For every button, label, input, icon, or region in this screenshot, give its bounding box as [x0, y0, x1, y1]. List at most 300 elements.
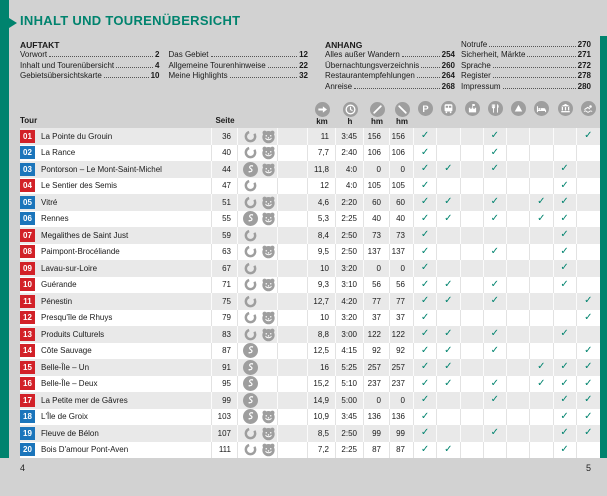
feature-column-header — [507, 101, 530, 126]
tour-number-cell — [20, 211, 36, 228]
teddy-bear-icon — [261, 310, 276, 325]
feature-check-cell: ✓ — [484, 211, 507, 228]
tour-number-cell — [20, 194, 36, 211]
right-edge-tab — [600, 36, 607, 458]
feature-check-cell — [530, 293, 553, 310]
tour-name: Belle-Île – Un — [36, 359, 212, 376]
feature-check-cell: ✓ — [530, 359, 553, 376]
toc-column — [461, 40, 591, 92]
km-value: 11 — [308, 128, 336, 145]
dotted-leader — [116, 67, 153, 68]
feature-check-cell — [507, 260, 530, 277]
feature-check-cell — [507, 244, 530, 261]
teddy-bear-icon — [261, 409, 276, 424]
seite-value: 99 — [212, 392, 238, 409]
ascent-value: 56 — [364, 277, 390, 294]
toc-entry-label: Das Gebiet — [168, 50, 209, 60]
toc-entry — [461, 40, 591, 50]
feature-check-cell: ✓ — [484, 376, 507, 393]
duration-value: 3:20 — [336, 260, 364, 277]
metric-column-header — [364, 102, 390, 126]
dotted-leader — [230, 77, 297, 78]
loop-route-icon — [243, 327, 258, 342]
table-row — [20, 178, 600, 195]
teddy-bear-icon — [261, 162, 276, 177]
ascent-value: 37 — [364, 310, 390, 327]
teddy-bear-icon — [261, 129, 276, 144]
km-value: 7,2 — [308, 442, 336, 459]
feature-check-cell — [437, 260, 460, 277]
feature-check-cell — [437, 425, 460, 442]
toc-entry-label: Impressum — [461, 81, 501, 91]
descent-value: 156 — [390, 128, 414, 145]
seite-value: 103 — [212, 409, 238, 426]
toc-entry-label: Anreise — [325, 81, 353, 91]
feature-check-cell: ✓ — [554, 227, 577, 244]
feature-check-cell — [577, 227, 600, 244]
spacer-cell — [278, 310, 308, 327]
km-value: 7,7 — [308, 145, 336, 162]
bus-icon — [441, 101, 456, 116]
ascent-value: 0 — [364, 260, 390, 277]
tour-name: Le Sentier des Semis — [36, 178, 212, 195]
tour-number-badge: 02 — [20, 146, 35, 159]
tour-number-cell — [20, 145, 36, 162]
tour-number-cell — [20, 260, 36, 277]
feature-check-cell — [530, 343, 553, 360]
feature-check-cell — [461, 376, 484, 393]
feature-check-cell — [577, 244, 600, 261]
feature-check-cell — [507, 376, 530, 393]
dotted-leader — [49, 56, 153, 57]
feature-check-cell: ✓ — [554, 376, 577, 393]
feature-check-cell: ✓ — [484, 293, 507, 310]
route-icons-cell — [238, 128, 278, 145]
feature-check-cell: ✓ — [554, 425, 577, 442]
feature-check-cell — [507, 409, 530, 426]
spacer-cell — [278, 260, 308, 277]
tour-number-cell — [20, 343, 36, 360]
descent-value: 0 — [390, 260, 414, 277]
feature-check-cell — [577, 211, 600, 228]
seite-value: 91 — [212, 359, 238, 376]
feature-check-cell — [530, 128, 553, 145]
feature-check-cell: ✓ — [437, 326, 460, 343]
feature-check-cell: ✓ — [437, 343, 460, 360]
spacer-cell — [278, 326, 308, 343]
tour-number-badge: 18 — [20, 410, 35, 423]
tour-number-cell — [20, 178, 36, 195]
feature-check-cell: ✓ — [414, 293, 437, 310]
tour-number-badge: 20 — [20, 443, 35, 456]
seite-value: 44 — [212, 161, 238, 178]
ascent-value: 99 — [364, 425, 390, 442]
toc-entry-page: 4 — [155, 60, 160, 70]
table-row — [20, 392, 600, 409]
table-row — [20, 227, 600, 244]
feature-check-cell — [461, 178, 484, 195]
seite-value: 63 — [212, 244, 238, 261]
route-icons-cell — [238, 359, 278, 376]
spacer-cell — [278, 161, 308, 178]
duration-value: 3:45 — [336, 128, 364, 145]
toc-entry-label: Meine Highlights — [168, 71, 228, 81]
spacer-cell — [278, 145, 308, 162]
teddy-bear-icon — [261, 277, 276, 292]
descent-value: 257 — [390, 359, 414, 376]
metric-column-header — [390, 102, 414, 126]
toc-column — [169, 50, 309, 81]
feature-check-cell — [530, 178, 553, 195]
route-icons-cell — [238, 178, 278, 195]
table-row — [20, 161, 600, 178]
feature-check-cell — [530, 277, 553, 294]
duration-value: 2:50 — [336, 227, 364, 244]
left-page-number: 4 — [20, 463, 26, 473]
linear-route-icon — [243, 360, 258, 375]
feature-check-cell — [530, 392, 553, 409]
duration-value: 4:0 — [336, 161, 364, 178]
duration-value: 3:45 — [336, 409, 364, 426]
feature-check-cell: ✓ — [584, 295, 593, 307]
route-icons-cell — [238, 392, 278, 409]
tour-number-badge: 06 — [20, 212, 35, 225]
feature-check-cell — [437, 128, 460, 145]
toc-entry — [325, 50, 455, 60]
descent-value: 56 — [390, 277, 414, 294]
feature-check-cell — [577, 326, 600, 343]
table-row — [20, 442, 600, 459]
tour-number-badge: 12 — [20, 311, 35, 324]
tour-name: Belle-Île – Deux — [36, 376, 212, 393]
feature-check-cell: ✓ — [484, 161, 507, 178]
feature-check-cell — [437, 145, 460, 162]
descent-value: 0 — [390, 161, 414, 178]
duration-value: 2:40 — [336, 145, 364, 162]
feature-check-cell — [484, 442, 507, 459]
table-row — [20, 277, 600, 294]
summit-icon — [511, 101, 526, 116]
table-row — [20, 211, 600, 228]
spacer-cell — [278, 277, 308, 294]
loop-route-icon — [243, 244, 258, 259]
tour-number-badge: 15 — [20, 361, 35, 374]
descent-value: 87 — [390, 442, 414, 459]
tour-number-cell — [20, 425, 36, 442]
duration-value: 2:50 — [336, 244, 364, 261]
seite-value: 51 — [212, 194, 238, 211]
loop-route-icon — [243, 129, 258, 144]
dotted-leader — [527, 56, 575, 57]
feature-check-cell — [437, 409, 460, 426]
ascent-value: 136 — [364, 409, 390, 426]
toc-entry-page: 254 — [441, 50, 455, 60]
toc-entry-page: 22 — [299, 60, 308, 70]
tour-number-cell — [20, 293, 36, 310]
spacer-cell — [278, 194, 308, 211]
km-value: 12,5 — [308, 343, 336, 360]
toc-entry-page: 271 — [577, 50, 591, 60]
feature-check-cell: ✓ — [584, 361, 593, 373]
feature-check-cell — [577, 442, 600, 459]
feature-check-cell — [461, 343, 484, 360]
duration-value: 4:0 — [336, 178, 364, 195]
clock-icon — [343, 102, 358, 117]
swimming-icon — [581, 101, 596, 116]
toc-entry — [169, 50, 309, 60]
tour-number-badge: 10 — [20, 278, 35, 291]
toc-entry-page: 278 — [577, 71, 591, 81]
svg-text:P: P — [422, 103, 429, 114]
feature-check-cell: ✓ — [584, 427, 593, 439]
dotted-leader — [211, 56, 298, 57]
descent-value: 60 — [390, 194, 414, 211]
duration-value: 5:00 — [336, 392, 364, 409]
toc-section-title: ANHANG — [325, 40, 363, 50]
toc-entry-label: Notrufe — [461, 40, 488, 49]
km-value: 15,2 — [308, 376, 336, 393]
toc-entry-label: Sicherheit, Märkte — [461, 50, 526, 60]
duration-value: 5:25 — [336, 359, 364, 376]
tour-number-badge: 19 — [20, 427, 35, 440]
descent-value: 73 — [390, 227, 414, 244]
tour-name: Lavau-sur-Loire — [36, 260, 212, 277]
feature-check-cell — [437, 310, 460, 327]
teddy-bear-icon — [261, 211, 276, 226]
tour-number-cell — [20, 409, 36, 426]
distance-arrow-icon — [315, 102, 330, 117]
toc-entry-page: 280 — [577, 81, 591, 91]
feature-check-cell: ✓ — [484, 326, 507, 343]
toc-entry-page: 272 — [577, 60, 591, 70]
feature-check-cell: ✓ — [414, 227, 437, 244]
ascent-value: 257 — [364, 359, 390, 376]
tour-number-cell — [20, 392, 36, 409]
loop-route-icon — [243, 195, 258, 210]
feature-check-cell — [484, 227, 507, 244]
linear-route-icon — [243, 409, 258, 424]
dotted-leader — [493, 67, 576, 68]
feature-check-cell: ✓ — [554, 277, 577, 294]
tour-name: Côte Sauvage — [36, 343, 212, 360]
tour-name: L'Île de Groix — [36, 409, 212, 426]
feature-check-cell — [461, 227, 484, 244]
ascent-value: 40 — [364, 211, 390, 228]
route-icons-cell — [238, 326, 278, 343]
tour-number-cell — [20, 442, 36, 459]
ascent-value: 73 — [364, 227, 390, 244]
feature-check-cell — [484, 310, 507, 327]
table-row — [20, 310, 600, 327]
loop-route-icon — [243, 145, 258, 160]
toc-entry-page: 10 — [150, 71, 160, 81]
museum-icon — [558, 101, 573, 116]
dotted-leader — [268, 67, 297, 68]
feature-check-cell: ✓ — [414, 442, 437, 459]
feature-check-cell — [530, 244, 553, 261]
ascent-value: 105 — [364, 178, 390, 195]
feature-check-cell — [577, 178, 600, 195]
km-value: 8,8 — [308, 326, 336, 343]
feature-column-header — [577, 101, 600, 126]
feature-check-cell: ✓ — [414, 260, 437, 277]
descent-value: 99 — [390, 425, 414, 442]
km-value: 14,9 — [308, 392, 336, 409]
spacer-cell — [278, 359, 308, 376]
toc-entry-page: 260 — [441, 60, 455, 70]
toc-section-auftakt — [20, 40, 308, 82]
km-value: 12,7 — [308, 293, 336, 310]
seite-value: 36 — [212, 128, 238, 145]
feature-check-cell — [530, 260, 553, 277]
tour-name: Produits Culturels — [36, 326, 212, 343]
feature-check-cell: ✓ — [414, 194, 437, 211]
feature-column-header — [554, 101, 577, 126]
tour-number-badge: 11 — [20, 295, 35, 308]
seite-value: 111 — [212, 442, 238, 459]
feature-check-cell — [461, 145, 484, 162]
feature-check-cell — [507, 161, 530, 178]
toc-entry — [461, 61, 591, 71]
feature-check-cell — [484, 178, 507, 195]
feature-check-cell: ✓ — [437, 194, 460, 211]
feature-check-cell — [461, 293, 484, 310]
toc-entry-page: 12 — [299, 50, 308, 60]
feature-check-cell — [577, 194, 600, 211]
feature-check-cell: ✓ — [414, 326, 437, 343]
feature-check-cell: ✓ — [584, 344, 593, 356]
descent-value: 92 — [390, 343, 414, 360]
toc-entry — [20, 71, 160, 81]
toc-entry — [325, 61, 455, 71]
feature-check-cell: ✓ — [554, 244, 577, 261]
km-value: 5,3 — [308, 211, 336, 228]
descent-value: 0 — [390, 392, 414, 409]
feature-check-cell: ✓ — [484, 194, 507, 211]
km-value: 10 — [308, 260, 336, 277]
dotted-leader — [489, 46, 575, 47]
tour-name: Pénestin — [36, 293, 212, 310]
feature-check-cell: ✓ — [554, 326, 577, 343]
feature-check-cell — [507, 442, 530, 459]
feature-check-cell — [484, 260, 507, 277]
duration-value: 5:10 — [336, 376, 364, 393]
feature-check-cell — [437, 392, 460, 409]
feature-column-header — [530, 101, 553, 126]
castle-icon — [465, 101, 480, 116]
seite-column-header: Seite — [215, 116, 235, 125]
feature-check-cell: ✓ — [554, 409, 577, 426]
feature-check-cell — [530, 409, 553, 426]
feature-check-cell — [554, 343, 577, 360]
km-value: 9,5 — [308, 244, 336, 261]
feature-check-cell — [461, 260, 484, 277]
feature-check-cell — [507, 359, 530, 376]
table-row — [20, 244, 600, 261]
toc-entry — [169, 61, 309, 71]
seite-value: 59 — [212, 227, 238, 244]
toc-entry-label: Inhalt und Tourenübersicht — [20, 60, 115, 70]
tour-name: La Pointe du Grouin — [36, 128, 212, 145]
tour-number-cell — [20, 376, 36, 393]
feature-check-cell — [530, 227, 553, 244]
tour-number-badge: 09 — [20, 262, 35, 275]
route-icons-cell — [238, 194, 278, 211]
table-row — [20, 376, 600, 393]
feature-column-header — [484, 101, 507, 126]
tour-name: Guérande — [36, 277, 212, 294]
toc-entry-label: Register — [461, 71, 491, 81]
feature-check-cell — [507, 178, 530, 195]
tour-number-badge: 16 — [20, 377, 35, 390]
teddy-bear-icon — [261, 426, 276, 441]
feature-check-cell: ✓ — [414, 244, 437, 261]
km-value: 8,5 — [308, 425, 336, 442]
toc-entry-page: 264 — [441, 71, 455, 81]
descent-value: 122 — [390, 326, 414, 343]
feature-check-cell: ✓ — [414, 425, 437, 442]
loop-route-icon — [243, 277, 258, 292]
loop-route-icon — [243, 261, 258, 276]
descent-value: 137 — [390, 244, 414, 261]
duration-value: 3:00 — [336, 326, 364, 343]
tour-number-cell — [20, 244, 36, 261]
feature-check-cell — [577, 145, 600, 162]
seite-value: 107 — [212, 425, 238, 442]
dotted-leader — [402, 56, 440, 57]
feature-check-cell: ✓ — [554, 211, 577, 228]
seite-value: 40 — [212, 145, 238, 162]
tour-number-cell — [20, 326, 36, 343]
feature-check-cell — [507, 145, 530, 162]
ascent-value: 60 — [364, 194, 390, 211]
linear-route-icon — [243, 211, 258, 226]
tour-number-badge: 17 — [20, 394, 35, 407]
linear-route-icon — [243, 162, 258, 177]
toc-entry — [461, 82, 591, 92]
teddy-bear-icon — [261, 327, 276, 342]
metric-column-header — [336, 102, 364, 126]
spacer-cell — [278, 293, 308, 310]
toc-section-anhang — [325, 40, 591, 92]
feature-check-cell — [507, 310, 530, 327]
seite-value: 71 — [212, 277, 238, 294]
feature-check-cell — [461, 326, 484, 343]
km-value: 4,6 — [308, 194, 336, 211]
descent-value: 136 — [390, 409, 414, 426]
feature-check-cell — [577, 260, 600, 277]
feature-check-cell — [461, 194, 484, 211]
feature-check-cell: ✓ — [530, 376, 553, 393]
feature-check-cell — [554, 310, 577, 327]
tour-number-cell — [20, 310, 36, 327]
duration-value: 3:10 — [336, 277, 364, 294]
loop-route-icon — [243, 310, 258, 325]
toc-entry — [325, 71, 455, 81]
dotted-leader — [354, 88, 440, 89]
feature-check-cell: ✓ — [484, 425, 507, 442]
feature-check-cell: ✓ — [484, 343, 507, 360]
tour-name: La Petite mer de Gâvres — [36, 392, 212, 409]
feature-check-cell: ✓ — [554, 392, 577, 409]
feature-check-cell — [484, 359, 507, 376]
route-icons-cell — [238, 260, 278, 277]
teddy-bear-icon — [261, 442, 276, 457]
km-value: 10 — [308, 310, 336, 327]
tour-number-badge: 03 — [20, 163, 35, 176]
descent-value: 40 — [390, 211, 414, 228]
feature-check-cell: ✓ — [414, 343, 437, 360]
